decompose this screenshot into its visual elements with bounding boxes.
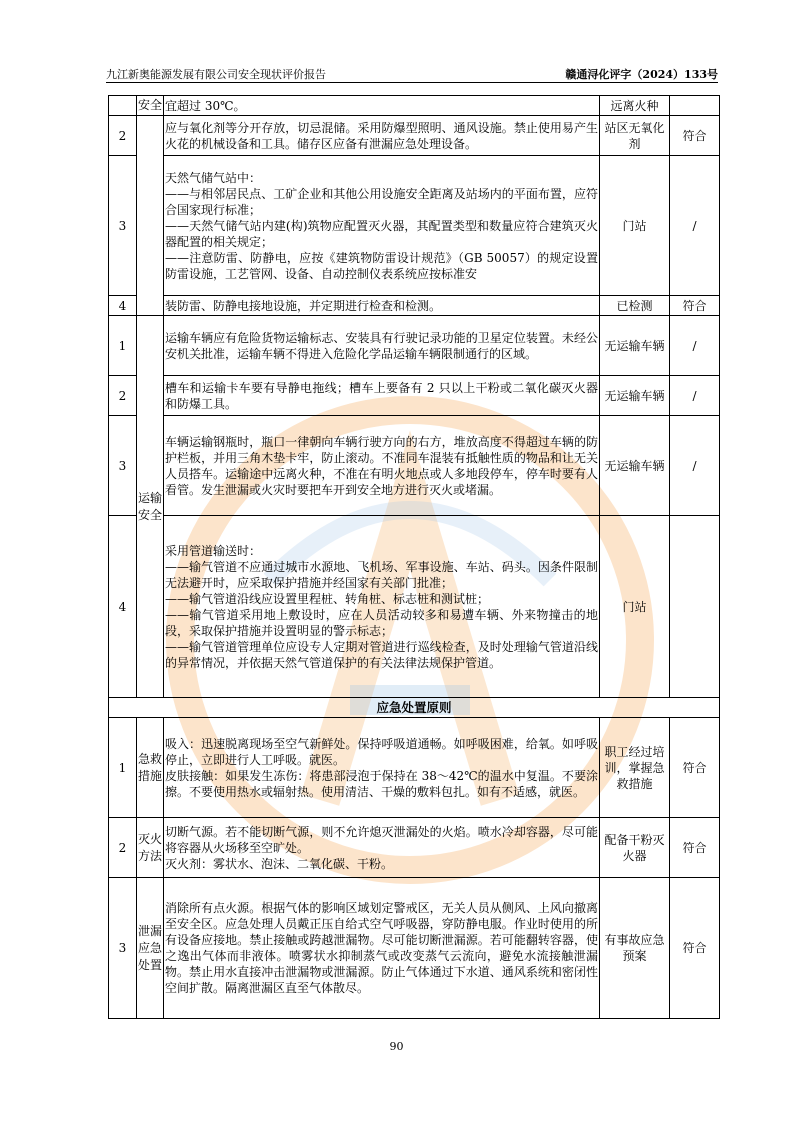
measure-cell: 门站: [600, 156, 670, 296]
result-cell: /: [670, 316, 720, 376]
page-number: 90: [389, 1040, 404, 1053]
content-cell: 吸入：迅速脱离现场至空气新鲜处。保持呼吸道通畅。如呼吸困难，给氧。如呼吸停止，立即进行人工呼吸。就医。 皮肤接触：如果发生冻伤：将患部浸泡于保持在 38～42℃的温水中复温。不要涂擦。不要使用热水或辐射热。使用清洁、干燥的敷料包扎。如有不适感，就医。: [164, 718, 600, 818]
result-cell: [670, 516, 720, 698]
row-number: 1: [109, 316, 137, 376]
table-row: [109, 376, 720, 416]
measure-cell: 无运输车辆: [600, 376, 670, 416]
result-cell: 符合: [670, 818, 720, 878]
table-row: [109, 316, 720, 376]
table-row: [109, 296, 720, 316]
result-cell: 符合: [670, 296, 720, 316]
row-number: 3: [109, 878, 137, 1019]
row-number: 2: [109, 376, 137, 416]
result-cell: 符合: [670, 718, 720, 818]
document-number: 赣通浔化评字（2024）133号: [565, 68, 718, 81]
row-number: 4: [109, 516, 137, 698]
table-row: [109, 818, 720, 878]
table-row: [109, 878, 720, 1019]
content-cell: 车辆运输钢瓶时，瓶口一律朝向车辆行驶方向的右方，堆放高度不得超过车辆的防护栏板，并用三角木垫卡牢，防止滚动。不准同车混装有抵触性质的物品和让无关人员搭车。运输途中远离火种，不准在有明火地点或人多地段停车，停车时要有人看管。发生泄漏或火灾时要把车开到安全地方进行灭火或堵漏。: [164, 416, 600, 516]
content-cell: 应与氧化剂等分开存放，切忌混储。采用防爆型照明、通风设施。禁止使用易产生火花的机械设备和工具。储存区应备有泄漏应急处理设备。: [164, 116, 600, 156]
category-cell: 急救措施: [137, 718, 164, 818]
measure-cell: 已检测: [600, 296, 670, 316]
section-row: [109, 698, 720, 718]
result-cell: /: [670, 376, 720, 416]
measure-cell: 门站: [600, 516, 670, 698]
measure-cell: 职工经过培训，掌握急救措施: [600, 718, 670, 818]
result-cell: /: [670, 416, 720, 516]
category-cell: 灭火方法: [137, 818, 164, 878]
content-cell: 切断气源。若不能切断气源，则不允许熄灭泄漏处的火焰。喷水冷却容器，尽可能将容器从火场移至空旷处。 灭火剂：雾状水、泡沫、二氧化碳、干粉。: [164, 818, 600, 878]
row-number: 1: [109, 718, 137, 818]
section-title: 应急处置原则: [109, 698, 720, 718]
content-cell: 运输车辆应有危险货物运输标志、安装具有行驶记录功能的卫星定位装置。未经公安机关批准，运输车辆不得进入危险化学品运输车辆限制通行的区域。: [164, 316, 600, 376]
table-row: [109, 516, 720, 698]
page-header: [106, 68, 718, 83]
report-title: 九江新奥能源发展有限公司安全现状评价报告: [106, 68, 326, 81]
table-row: [109, 96, 720, 116]
table-row: [109, 718, 720, 818]
row-number: 2: [109, 818, 137, 878]
measure-cell: 无运输车辆: [600, 416, 670, 516]
measure-cell: 站区无氧化剂: [600, 116, 670, 156]
safety-table: [108, 95, 720, 1019]
row-number: 2: [109, 116, 137, 156]
content-cell: 装防雷、防静电接地设施，并定期进行检查和检测。: [164, 296, 600, 316]
table-row: [109, 116, 720, 156]
content-cell: 天然气储气站中： ——与相邻居民点、工矿企业和其他公用设施安全距离及站场内的平面布置，应符合国家现行标准； ——天然气储气站内建(构)筑物应配置灭火器，其配置类型和数量应符合建筑灭火器配置的相关规定； ——注意防雷、防静电，应按《建筑物防雷设计规范》（GB 50057）的规定设置防雷设施，工艺管网、设备、自动控制仪表系统应按标准安: [164, 156, 600, 296]
category-cell: 安全: [137, 96, 164, 116]
result-cell: /: [670, 156, 720, 296]
result-cell: 符合: [670, 116, 720, 156]
row-number: 3: [109, 156, 137, 296]
measure-cell: 远离火种: [600, 96, 670, 116]
measure-cell: 配备干粉灭火器: [600, 818, 670, 878]
measure-cell: 有事故应急预案: [600, 878, 670, 1019]
category-cell: 泄漏应急处置: [137, 878, 164, 1019]
table-row: [109, 416, 720, 516]
category-cell: 运输安全: [137, 316, 164, 698]
content-cell: 宜超过 30℃。: [164, 96, 600, 116]
row-number: 3: [109, 416, 137, 516]
result-cell: 符合: [670, 878, 720, 1019]
content-cell: 采用管道输送时： ——输气管道不应通过城市水源地、飞机场、军事设施、车站、码头。因条件限制无法避开时，应采取保护措施并经国家有关部门批准； ——输气管道沿线应设置里程桩、转角桩、标志桩和测试桩； ——输气管道采用地上敷设时，应在人员活动较多和易遭车辆、外来物撞击的地段，采取保护措施并设置明显的警示标志； ——输气管道管理单位应设专人定期对管道进行巡线检查，及时处理输气管道沿线的异常情况，并依据天然气管道保护的有关法律法规保护管道。: [164, 516, 600, 698]
row-number: 4: [109, 296, 137, 316]
measure-cell: 无运输车辆: [600, 316, 670, 376]
content-cell: 槽车和运输卡车要有导静电拖线；槽车上要备有 2 只以上干粉或二氧化碳灭火器和防爆工具。: [164, 376, 600, 416]
table-row: [109, 156, 720, 296]
content-cell: 消除所有点火源。根据气体的影响区域划定警戒区，无关人员从侧风、上风向撤离至安全区。应急处理人员戴正压自给式空气呼吸器，穿防静电服。作业时使用的所有设备应接地。禁止接触或跨越泄漏物。尽可能切断泄漏源。若可能翻转容器，使之逸出气体而非液体。喷雾状水抑制蒸气或改变蒸气云流向，避免水流接触泄漏物。禁止用水直接冲击泄漏物或泄漏源。防止气体通过下水道、通风系统和密闭性空间扩散。隔离泄漏区直至气体散尽。: [164, 878, 600, 1019]
